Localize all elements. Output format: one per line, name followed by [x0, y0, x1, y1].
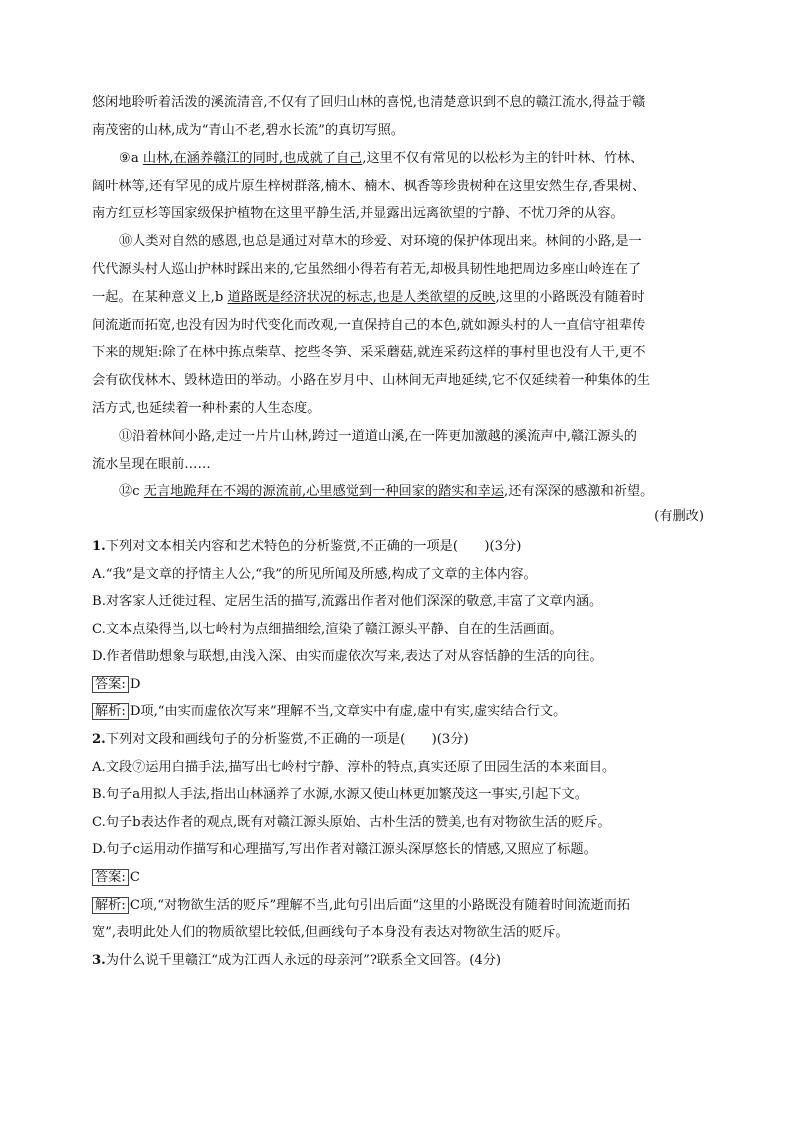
question-option: B.句子a用拟人手法,指出山林涵养了水源,水源又使山林更加繁茂这一事实,引起下文。: [92, 787, 588, 802]
passage-line: 一起。在某种意义上,b 道路既是经济状况的标志,也是人类欲望的反映,这里的小路既没有随着时: [92, 290, 645, 305]
paragraph-9-line: ⑨a 山林,在涵养赣江的同时,也成就了自己,这里不仅有常见的以松杉为主的针叶林、竹林、: [119, 151, 644, 166]
question-option: A.文段⑦运用白描手法,描写出七岭村宁静、淳朴的特点,真实还原了田园生活的本来面目。: [92, 760, 616, 775]
passage-line: 流水呈现在眼前……: [92, 457, 211, 472]
answer-label: 答案:: [92, 869, 129, 886]
answer-line: [92, 676, 704, 694]
question-option: A.“我”是文章的抒情主人公,“我”的所见所闻及所感,构成了文章的主体内容。: [92, 567, 537, 582]
question-option: D.句子c运用动作描写和心理描写,写出作者对赣江源头深厚悠长的情感,又照应了标题。: [92, 842, 597, 857]
source-note: (有删改): [654, 509, 704, 524]
question-number: 1.: [92, 539, 106, 554]
underlined-sentence-b: 道路既是经济状况的标志,也是人类欲望的反映: [227, 290, 496, 305]
question-number: 2.: [92, 732, 106, 747]
paragraph-10-line: ⑩人类对自然的感恩,也总是通过对草木的珍爱、对环境的保护体现出来。林间的小路,是一: [119, 234, 642, 249]
question-option: B.对客家人迁徙过程、定居生活的描写,流露出作者对他们深深的敬意,丰富了文章内涵。: [92, 594, 603, 609]
passage-line: 活方式,也延续着一种朴素的人生态度。: [92, 401, 321, 416]
passage-line: 悠闲地聆听着活泼的溪流清音,不仅有了回归山林的喜悦,也清楚意识到不息的赣江流水,得益于赣: [92, 95, 646, 110]
question-stem: 2.下列对文段和画线句子的分析鉴赏,不正确的一项是( )(3分): [92, 732, 469, 747]
passage-line: 下来的规矩:除了在林中拣点柴草、挖些冬笋、采采蘑菇,就连采药这样的事村里也没有人干,更不: [92, 345, 646, 360]
passage-line: 阔叶林等,还有罕见的成片原生梓树群落,楠木、楠木、枫香等珍贵树种在这里安然生存,香果树、: [92, 179, 646, 194]
answer-label: 答案:: [92, 676, 129, 693]
paragraph-11-line: ⑪沿着林间小路,走过一片片山林,跨过一道道山溪,在一阵更加激越的溪流声中,赣江源头的: [119, 429, 637, 444]
answer-value: D: [129, 677, 141, 692]
passage-line: 间流逝而拓宽,也没有因为时代变化而改观,一直保持自己的本色,就如源头村的人一直信守祖辈传: [92, 318, 646, 333]
question-option: C.文本点染得当,以七岭村为点细描细绘,渲染了赣江源头平静、自在的生活画面。: [92, 622, 563, 637]
passage-line: 南方红豆杉等国家级保护植物在这里平静生活,并显露出远离欲望的宁静、不忧刀斧的从容。: [92, 206, 624, 221]
answer-value: C: [129, 870, 140, 885]
underlined-sentence-c: 无言地跪拜在不竭的源流前,心里感觉到一种回家的踏实和幸运: [143, 484, 505, 499]
question-stem: 1.下列对文本相关内容和艺术特色的分析鉴赏,不正确的一项是( )(3分): [92, 539, 522, 554]
question-stem: 3.为什么说千里赣江“成为江西人永远的母亲河”?联系全文回答。(4分): [92, 953, 502, 968]
passage-line: 代代源头村人巡山护林时踩出来的,它虽然细小得若有若无,却极具韧性地把周边多座山岭连在了: [92, 262, 642, 277]
analysis-line: 解析: D项,“由实而虚依次写来”理解不当,文章实中有虚,虚中有实,虚实结合行文。: [92, 703, 704, 721]
paragraph-12-line: ⑫c 无言地跪拜在不竭的源流前,心里感觉到一种回家的踏实和幸运,还有深深的感激和祈望。: [119, 484, 654, 499]
answer-line: [92, 869, 704, 887]
passage-line: 南茂密的山林,成为“青山不老,碧水长流”的真切写照。: [92, 123, 404, 138]
question-option: C.句子b表达作者的观点,既有对赣江源头原始、古朴生活的赞美,也有对物欲生活的贬斥。: [92, 815, 611, 830]
underlined-sentence-a: 山林,在涵养赣江的同时,也成就了自己: [142, 151, 363, 166]
analysis-label: 解析:: [92, 703, 129, 720]
analysis-line: 宽”,表明此处人们的物质欲望比较低,但画线句子本身没有表达对物欲生活的贬斥。: [92, 925, 569, 940]
passage-line: 会有砍伐林木、毁林造田的举动。小路在岁月中、山林间无声地延续,它不仅延续着一种集体的生: [92, 373, 651, 388]
analysis-label: 解析:: [92, 897, 129, 914]
question-option: D.作者借助想象与联想,由浅入深、由实而虚依次写来,表达了对从容恬静的生活的向往。: [92, 649, 603, 664]
analysis-line: 解析: C项,“对物欲生活的贬斥”理解不当,此句引出后面“这里的小路既没有随着时间流逝而拓: [92, 897, 704, 915]
question-number: 3.: [92, 953, 106, 968]
